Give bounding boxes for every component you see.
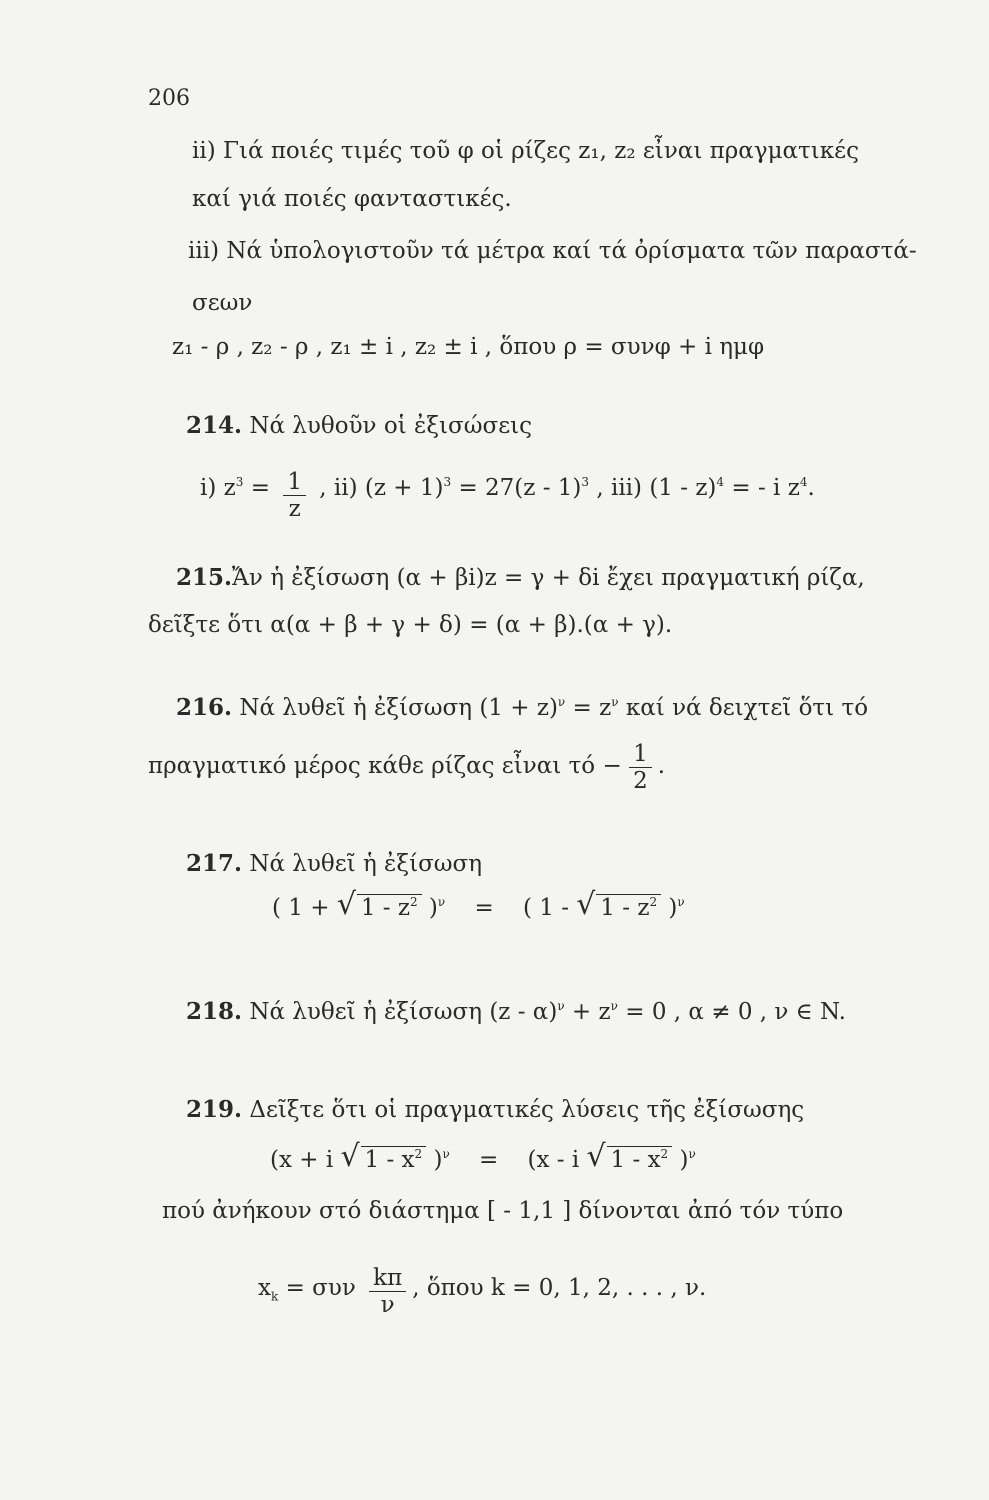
text-line-iii-c: z₁ - ρ , z₂ - ρ , z₁ ± i , z₂ ± i , ὅπου ρ = συνφ + i ημφ bbox=[172, 334, 765, 360]
eq-text: = συν bbox=[278, 1274, 364, 1301]
close: ) bbox=[426, 1147, 443, 1173]
fraction-denominator: ν bbox=[380, 1292, 395, 1319]
exercise-text-c: καί νά δειχτεῖ ὅτι τό bbox=[618, 695, 869, 721]
exercise-219-line-3: πού ἀνήκουν στό διάστημα [ - 1,1 ] δίνονται ἀπό τόν τύπο bbox=[162, 1198, 844, 1224]
page-number: 206 bbox=[148, 86, 190, 111]
exercise-text-b: + z bbox=[564, 999, 611, 1025]
exercise-number: 214. bbox=[186, 412, 243, 439]
exercise-text-b: = z bbox=[565, 695, 612, 721]
exp: 2 bbox=[409, 895, 418, 909]
text-line-ii-a: ii) Γιά ποιές τιμές τοῦ φ οἱ ρίζες z₁, z₂ εἶναι πραγματικές bbox=[192, 138, 859, 164]
exercise-text: Νά λυθεῖ ἡ ἐξίσωση bbox=[249, 851, 483, 877]
rhs-open: (x - i bbox=[527, 1147, 587, 1173]
exp: ν bbox=[557, 695, 566, 709]
text-line-iii-b: σεων bbox=[192, 290, 253, 316]
exp: 4 bbox=[799, 474, 808, 489]
exercise-219-equation bbox=[270, 1139, 696, 1174]
fraction-denominator: z bbox=[288, 496, 301, 523]
eq-ii: , ii) (z + 1) bbox=[319, 474, 444, 501]
close: ) bbox=[421, 895, 438, 921]
close: ) bbox=[672, 1147, 689, 1173]
eq-ii-rhs: = 27(z - 1) bbox=[458, 474, 582, 501]
eq-iii-rhs: = - i z bbox=[731, 474, 800, 501]
sqrt-1-minus-z2 bbox=[336, 887, 422, 922]
lhs-open: (x + i bbox=[270, 1147, 341, 1173]
exercise-text: Νά λυθοῦν οἱ ἐξισώσεις bbox=[249, 413, 533, 439]
fraction-numerator: 1 bbox=[629, 742, 652, 768]
sqrt-icon: √ bbox=[340, 1139, 360, 1174]
exercise-215-line-2: δεῖξτε ὅτι α(α + β + γ + δ) = (α + β).(α + γ). bbox=[148, 612, 673, 638]
exercise-217-equation bbox=[272, 887, 685, 922]
exercise-number: 215. bbox=[176, 564, 233, 591]
exp: 3 bbox=[581, 474, 590, 489]
exercise-218 bbox=[186, 1000, 846, 1024]
exp: 3 bbox=[443, 474, 452, 489]
sqrt-1-minus-z2 bbox=[576, 887, 661, 922]
xk: x bbox=[258, 1274, 271, 1301]
exercise-number: 219. bbox=[186, 1096, 243, 1123]
exercise-214-heading bbox=[186, 414, 532, 438]
exercise-216-line-1 bbox=[176, 696, 868, 720]
period: . bbox=[657, 752, 666, 779]
exp: 4 bbox=[716, 474, 725, 489]
radicand: 1 - z bbox=[600, 895, 650, 921]
exp: ν bbox=[437, 895, 446, 909]
fraction-numerator: kπ bbox=[369, 1266, 406, 1292]
rhs-open: ( 1 - bbox=[522, 895, 577, 921]
exp: ν bbox=[610, 999, 618, 1013]
fraction-kpi-over-nu bbox=[369, 1266, 406, 1320]
exercise-text-a: Νά λυθεῖ ἡ ἐξίσωση (1 + z) bbox=[239, 695, 558, 721]
text-line-iii-a: iii) Νά ὑπολογιστοῦν τά μέτρα καί τά ὀρίσματα τῶν παραστά- bbox=[188, 238, 917, 264]
sqrt-icon: √ bbox=[586, 1139, 606, 1174]
radicand: 1 - x bbox=[610, 1147, 661, 1173]
exercise-215-line-1 bbox=[176, 566, 865, 590]
tail-text: , ὅπου k = 0, 1, 2, . . . , ν. bbox=[412, 1274, 707, 1301]
fraction-denominator: 2 bbox=[633, 768, 648, 795]
exp: 2 bbox=[414, 1147, 423, 1161]
sqrt-1-minus-x2 bbox=[340, 1139, 427, 1174]
exp: ν bbox=[442, 1147, 450, 1161]
exercise-number: 218. bbox=[186, 998, 243, 1025]
exp: 2 bbox=[649, 895, 658, 909]
eq-sign: = bbox=[474, 895, 494, 921]
lhs-open: ( 1 + bbox=[272, 895, 337, 921]
exercise-219-formula bbox=[258, 1262, 707, 1319]
fraction-1-over-z bbox=[283, 470, 306, 524]
subscript-k: k bbox=[270, 1289, 279, 1304]
exercise-text-c: = 0 , α ≠ 0 , ν ∈ N. bbox=[617, 999, 846, 1025]
exercise-text: Ἄν ἡ ἐξίσωση (α + βi)z = γ + δi ἔχει πραγματική ρίζα, bbox=[232, 565, 865, 591]
exercise-number: 216. bbox=[176, 694, 233, 721]
exercise-219-heading bbox=[186, 1098, 804, 1122]
eq-sign: = bbox=[479, 1147, 499, 1173]
exp: ν bbox=[557, 999, 565, 1013]
exercise-216-line-2 bbox=[148, 740, 665, 794]
sqrt-1-minus-x2 bbox=[586, 1139, 673, 1174]
period: . bbox=[807, 474, 815, 501]
exp: 2 bbox=[660, 1147, 669, 1161]
eq-iii: , iii) (1 - z) bbox=[596, 474, 717, 501]
exp: ν bbox=[611, 695, 619, 709]
radicand: 1 - z bbox=[360, 895, 410, 921]
exercise-text: πραγματικό μέρος κάθε ρίζας εἶναι τό − bbox=[148, 752, 622, 779]
exercise-214-equations bbox=[200, 462, 815, 523]
sqrt-icon: √ bbox=[576, 887, 596, 922]
exercise-217-heading bbox=[186, 852, 482, 876]
exp: ν bbox=[677, 895, 685, 909]
fraction-numerator: 1 bbox=[283, 470, 306, 496]
exercise-number: 217. bbox=[186, 850, 243, 877]
exercise-text: Δεῖξτε ὅτι οἱ πραγματικές λύσεις τῆς ἐξίσωσης bbox=[249, 1097, 805, 1123]
eq-sign: = bbox=[250, 474, 270, 501]
sqrt-icon: √ bbox=[336, 887, 356, 922]
eq-i-label: i) z bbox=[200, 474, 236, 501]
fraction-1-over-2 bbox=[629, 742, 652, 796]
radicand: 1 - x bbox=[364, 1147, 415, 1173]
text-line-ii-b: καί γιά ποιές φανταστικές. bbox=[192, 186, 512, 212]
exercise-text-a: Νά λυθεῖ ἡ ἐξίσωση (z - α) bbox=[249, 999, 558, 1025]
close: ) bbox=[661, 895, 678, 921]
exp: ν bbox=[688, 1147, 696, 1161]
exp: 3 bbox=[235, 474, 244, 489]
